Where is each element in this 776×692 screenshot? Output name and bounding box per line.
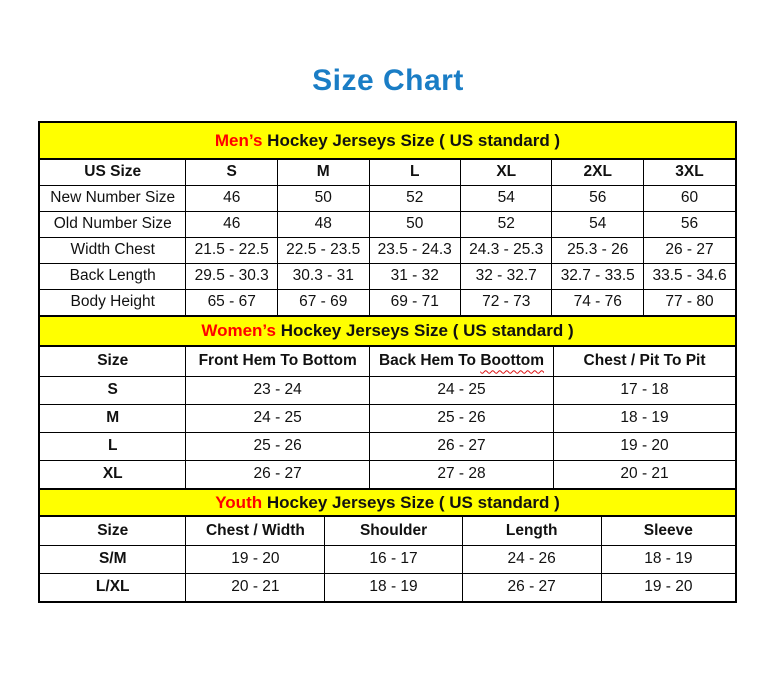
womens-banner-accent: Women’s (201, 321, 276, 340)
value-cell: 25 - 26 (186, 432, 369, 460)
value-cell: 56 (552, 185, 644, 211)
column-header-misspelled (369, 347, 553, 376)
table-row (40, 545, 735, 573)
spellcheck-underline-word: Boottom (480, 352, 545, 370)
mens-banner-accent: Men’s (214, 130, 263, 150)
value-cell: 26 - 27 (186, 460, 369, 488)
row-label: XL (40, 460, 186, 488)
row-label: Body Height (40, 289, 186, 315)
row-label: S/M (40, 545, 186, 573)
table-row (40, 237, 735, 263)
table-row (40, 263, 735, 289)
value-cell: 24 - 25 (186, 404, 369, 432)
mens-section-banner (40, 123, 735, 160)
value-cell: 27 - 28 (369, 460, 553, 488)
value-cell: 31 - 32 (369, 263, 460, 289)
value-cell: 19 - 20 (186, 545, 325, 573)
row-label: M (40, 404, 186, 432)
youth-section-banner (40, 488, 735, 517)
value-cell: 18 - 19 (601, 545, 735, 573)
value-cell: 54 (460, 185, 552, 211)
mens-size-table (40, 160, 735, 315)
column-header: L (369, 160, 460, 185)
row-label: New Number Size (40, 185, 186, 211)
table-row (40, 376, 735, 404)
value-cell: 26 - 27 (644, 237, 735, 263)
value-cell: 46 (186, 211, 278, 237)
table-row (40, 573, 735, 601)
value-cell: 24 - 25 (369, 376, 553, 404)
column-header: Chest / Pit To Pit (554, 347, 735, 376)
column-header: 2XL (552, 160, 644, 185)
column-header: Front Hem To Bottom (186, 347, 369, 376)
column-header: US Size (40, 160, 186, 185)
value-cell: 24.3 - 25.3 (460, 237, 552, 263)
column-header: Length (462, 517, 601, 545)
row-label: Old Number Size (40, 211, 186, 237)
youth-banner-accent: Youth (215, 492, 263, 512)
column-header: Size (40, 347, 186, 376)
womens-size-table (40, 347, 735, 488)
column-header: Shoulder (325, 517, 462, 545)
value-cell: 20 - 21 (186, 573, 325, 601)
column-header: M (277, 160, 369, 185)
value-cell: 21.5 - 22.5 (186, 237, 278, 263)
value-cell: 16 - 17 (325, 545, 462, 573)
value-cell: 33.5 - 34.6 (644, 263, 735, 289)
value-cell: 60 (644, 185, 735, 211)
value-cell: 29.5 - 30.3 (186, 263, 278, 289)
page-title: Size Chart (312, 64, 464, 97)
value-cell: 18 - 19 (325, 573, 462, 601)
value-cell: 65 - 67 (186, 289, 278, 315)
value-cell: 19 - 20 (601, 573, 735, 601)
value-cell: 67 - 69 (277, 289, 369, 315)
table-row (40, 211, 735, 237)
value-cell: 69 - 71 (369, 289, 460, 315)
value-cell: 48 (277, 211, 369, 237)
value-cell: 20 - 21 (554, 460, 735, 488)
value-cell: 46 (186, 185, 278, 211)
value-cell: 72 - 73 (460, 289, 552, 315)
value-cell: 77 - 80 (644, 289, 735, 315)
value-cell: 52 (460, 211, 552, 237)
youth-size-table (40, 517, 735, 601)
value-cell: 17 - 18 (554, 376, 735, 404)
row-label: S (40, 376, 186, 404)
value-cell: 52 (369, 185, 460, 211)
column-header: Size (40, 517, 186, 545)
mens-header-row (40, 160, 735, 185)
table-row (40, 289, 735, 315)
value-cell: 25 - 26 (369, 404, 553, 432)
row-label: L/XL (40, 573, 186, 601)
value-cell: 50 (369, 211, 460, 237)
row-label: Back Length (40, 263, 186, 289)
size-chart-container (38, 121, 737, 603)
value-cell: 26 - 27 (462, 573, 601, 601)
value-cell: 25.3 - 26 (552, 237, 644, 263)
column-header: S (186, 160, 278, 185)
womens-banner-text: Hockey Jerseys Size ( US standard ) (275, 321, 574, 340)
value-cell: 22.5 - 23.5 (277, 237, 369, 263)
value-cell: 54 (552, 211, 644, 237)
value-cell: 18 - 19 (554, 404, 735, 432)
table-row (40, 432, 735, 460)
table-row (40, 185, 735, 211)
table-row (40, 460, 735, 488)
value-cell: 19 - 20 (554, 432, 735, 460)
value-cell: 74 - 76 (552, 289, 644, 315)
womens-header-row (40, 347, 735, 376)
value-cell: 30.3 - 31 (277, 263, 369, 289)
table-row (40, 404, 735, 432)
value-cell: 50 (277, 185, 369, 211)
value-cell: 32 - 32.7 (460, 263, 552, 289)
youth-banner-text: Hockey Jerseys Size ( US standard ) (262, 492, 560, 512)
mens-banner-text: Hockey Jerseys Size ( US standard ) (262, 130, 561, 150)
column-header: XL (460, 160, 552, 185)
value-cell: 26 - 27 (369, 432, 553, 460)
column-header: Sleeve (601, 517, 735, 545)
value-cell: 24 - 26 (462, 545, 601, 573)
value-cell: 23.5 - 24.3 (369, 237, 460, 263)
youth-header-row (40, 517, 735, 545)
value-cell: 23 - 24 (186, 376, 369, 404)
value-cell: 56 (644, 211, 735, 237)
row-label: Width Chest (40, 237, 186, 263)
column-header: Chest / Width (186, 517, 325, 545)
womens-section-banner (40, 315, 735, 347)
value-cell: 32.7 - 33.5 (552, 263, 644, 289)
row-label: L (40, 432, 186, 460)
column-header-text: Back Hem To (378, 352, 481, 370)
column-header: 3XL (644, 160, 735, 185)
